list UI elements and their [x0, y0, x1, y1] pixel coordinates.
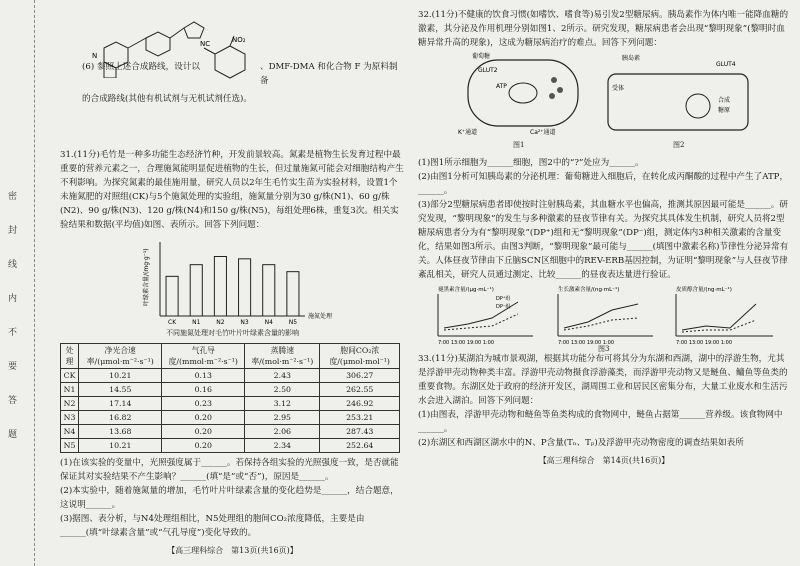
table-cell: 252.64 — [320, 439, 400, 453]
x-tick-label: N2 — [216, 319, 225, 326]
figures-1-2 — [418, 50, 790, 150]
fig2-label-glut4: GLUT4 — [716, 61, 736, 68]
svg-text:N: N — [92, 52, 98, 60]
table-header-cell: 处理 — [61, 344, 79, 369]
table-cell: N1 — [61, 383, 79, 397]
table-cell: CK — [61, 369, 79, 383]
fig3-chart-title: 生长激素含量/(ng·mL⁻¹) — [558, 287, 620, 293]
chlorophyll-bar-chart — [60, 234, 405, 330]
fig3-time-axis: 7:00 13:00 19:00 1:00 — [438, 340, 495, 346]
svg-text:NO₂: NO₂ — [232, 36, 246, 44]
table-cell: 10.21 — [79, 369, 162, 383]
left-page — [60, 8, 405, 566]
q31-sub3: (3)据图、表分析，与N4处理组相比，N5处理组的胞间CO₂浓度降低，主要是由______(填“叶绿素含量”或“气孔导度”)变化导致的。 — [60, 514, 365, 538]
q6-line1: (6) 参照上述合成路线，设计以 — [82, 62, 201, 72]
q6-line2: 的合成路线(其他有机试剂与无机试剂任选)。 — [82, 94, 252, 104]
table-cell: 2.34 — [245, 439, 320, 453]
q33-sub2: (2)东湖区和西湖区湖水中的N、P含量(Tₙ、Tₚ)及浮游甲壳动物密度的调查结果如表所 — [418, 438, 744, 448]
table-header-row — [61, 344, 400, 369]
table-cell: 10.21 — [79, 439, 162, 453]
table-row — [61, 425, 400, 439]
chart-caption: 不同施氮处理对毛竹叶片叶绿素含量的影响 — [166, 329, 299, 337]
fig2-label-insulin: 胰岛素 — [622, 55, 641, 62]
table-cell: 2.50 — [245, 383, 320, 397]
fig1-label-ca: Ca²⁺通道 — [530, 129, 556, 136]
table-cell: 246.92 — [320, 397, 400, 411]
table-cell: 3.12 — [245, 397, 320, 411]
x-tick-label: CK — [168, 319, 177, 326]
q32-sub3: (3)部分2型糖尿病患者即使按时注射胰岛素，其血糖水平也偏高，推测其原因最可能是______。研究发现，“黎明现象”的发生与多种激素的昼夜节律有关。为探究其具体发生机制，研究人员将2型糖尿病患者分为有“黎明现象”(DP⁺)组和无“黎明现象”(DP⁻)组，测定体内3种相关激素的含量变化，结果如图3所示。由图3判断，“黎明现象”最可能与______(填图中激素名称)节律性分泌异常有关。人体昼夜节律由下丘脑SCN区细胞中的REV-ERB基因控制，为证明“黎明现象”与人昼夜节律紊乱相关，研究人员通过测定、比较______的昼夜表达量进行验证。 — [418, 200, 789, 280]
fig2-label-receptor: 受体 — [612, 85, 625, 92]
q31-intro: 31.(11分)毛竹是一种多功能生态经济竹种，开发前景较高。氮素是植物生长发育过程中最重要的营养元素之一，合理施氮能明显促进植物的生长，但过量施氮可能会对细胞结构产生不利影响。为探究氮素的最佳施用量，研究人员以2年生毛竹实生苗为实验材料，设置1个未施氮肥的对照组(CK)与5个施氮处理的实验组，施氮量分别为30 g/株(N1)、60 g/株(N2)、90 g/株(N3)、120 g/株(N4)和150 g/株(N5)，每组处理6株，重复3次。相关实验结果和数据(平均值)如图、表所示。回答下列问题： — [60, 150, 404, 230]
table-cell: N4 — [61, 425, 79, 439]
q6-target-structure — [84, 8, 214, 78]
table-cell: N5 — [61, 439, 79, 453]
table-cell: 0.23 — [162, 397, 245, 411]
fig3-time-axis: 7:00 13:00 19:00 1:00 — [676, 340, 733, 346]
photosynthesis-table — [60, 343, 400, 453]
fig3-chart-3 — [676, 285, 773, 346]
table-cell: 16.82 — [79, 411, 162, 425]
q31-sub2: (2)本实验中，随着施氮量的增加，毛竹叶片叶绿素含量的变化趋势是______，结合题意，这说明______。 — [60, 486, 399, 510]
table-cell: 0.13 — [162, 369, 245, 383]
q32-intro: 32.(11分)不健康的饮食习惯(如嗜饮、嗜食等)易引发2型糖尿病。胰岛素作为体内唯一能降血糖的激素，其分泌及作用机理分别如图1、2所示。研究发现，糖尿病患者会出现“黎明现象”(黎明时血糖异常升高的现象)，这成为糖尿病治疗的难点。回答下列问题： — [418, 10, 789, 48]
q6-block — [60, 8, 405, 106]
x-tick-label: N5 — [288, 319, 298, 326]
table-cell: N3 — [61, 411, 79, 425]
q32-sub1: (1)图1所示细胞为______细胞，图2中的“?”处应为______。 — [418, 158, 644, 168]
x-tick-label: N4 — [264, 319, 273, 326]
fig3-time-axis: 7:00 13:00 19:00 1:00 — [558, 340, 615, 346]
table-cell: N2 — [61, 397, 79, 411]
fig2-label-synthesis: 合成 — [718, 97, 731, 104]
fig1-caption: 图1 — [513, 141, 525, 149]
x-tick-label: N3 — [240, 319, 249, 326]
table-cell: 0.20 — [162, 425, 245, 439]
table-cell: 17.14 — [79, 397, 162, 411]
chart-ylabel: 叶绿素含量/(mg·g⁻¹) — [143, 248, 150, 306]
table-body — [61, 369, 400, 453]
fig3-caption: 图3 — [598, 345, 610, 353]
q33-sub1: (1)由图表，浮游甲壳动物和鲢鱼等鱼类构成的食物网中，鲢鱼占据第______营养级。该食物网中______。 — [418, 410, 783, 434]
fig3-legend-dp-minus: DP⁻组 — [496, 304, 511, 310]
fig3-chart-1 — [438, 285, 533, 346]
table-row — [61, 397, 400, 411]
q31-sub1: (1)在该实验的变量中，光照强度属于______。若保持各组实验的光照强度一致，是否就能保证其对实验结果不产生影响？______(填“是”或“否”)，原因是______。 — [60, 458, 399, 482]
table-cell: 2.06 — [245, 425, 320, 439]
fig3-chart-2 — [558, 285, 653, 346]
table-cell: 0.20 — [162, 439, 245, 453]
binding-text: 密 封 线 内 不 要 答 题 — [8, 192, 18, 440]
bar-N2 — [214, 257, 226, 317]
left-footer: 【高三理科综合 第13页(共16页)】 — [167, 546, 298, 555]
fig3-chart-title: 褪黑素含量/(μg·mL⁻¹) — [438, 287, 494, 293]
fig1-label-glucose: 葡萄糖 — [472, 53, 491, 60]
fig1-label-atp: ATP — [496, 83, 507, 90]
figure-3 — [418, 284, 790, 352]
bar-N3 — [239, 259, 251, 316]
bar-CK — [166, 276, 178, 316]
table-cell: 287.43 — [320, 425, 400, 439]
chart-xlabel: 施氮处理 — [308, 313, 333, 320]
table-cell: 0.16 — [162, 383, 245, 397]
binding-margin — [0, 0, 35, 566]
table-row — [61, 411, 400, 425]
fig2-caption: 图2 — [673, 141, 685, 149]
x-tick-label: N1 — [192, 319, 201, 326]
figure-2-target-cell — [598, 50, 758, 140]
q33-intro: 33.(11分)某湖泊为城市景观湖，根据其功能分布可将其分为东湖和西湖，湖中的浮游生物，尤其是浮游甲壳动物种类丰富。浮游甲壳动物摄食浮游藻类，而浮游甲壳动物又是鲢鱼、鳙鱼等鱼类的重要食物。东湖区处于政府的经济开发区，湖周围工业和居民区密集分布，大量工业废水和生活污水会进入湖泊。回答下列问题： — [418, 354, 788, 406]
figure-1-islet-cell — [448, 50, 588, 140]
q6-line1b: 、DMF-DMA 和化合物 F 为原料制备 — [260, 62, 398, 86]
table-header-cell: 胞间CO₂浓度/(μmol·mol⁻¹) — [320, 344, 400, 369]
table-row — [61, 383, 400, 397]
fig3-legend-dp-plus: DP⁺组 — [496, 296, 511, 302]
right-footer: 【高三理科综合 第14页(共16页)】 — [538, 456, 670, 465]
table-cell: 262.55 — [320, 383, 400, 397]
table-cell: 306.27 — [320, 369, 400, 383]
fig3-chart-title: 皮质醇含量/(ng·mL⁻¹) — [676, 287, 732, 293]
table-cell: 13.68 — [79, 425, 162, 439]
table-cell: 2.43 — [245, 369, 320, 383]
bar-N1 — [190, 265, 202, 316]
figure-3-hormone-charts — [418, 284, 790, 346]
table-cell: 253.21 — [320, 411, 400, 425]
table-cell: 2.95 — [245, 411, 320, 425]
table-header-cell: 蒸腾速率/(mol·m⁻²·s⁻¹) — [245, 344, 320, 369]
table-cell: 0.20 — [162, 411, 245, 425]
table-header-cell: 净光合速率/(μmol·m⁻²·s⁻¹) — [79, 344, 162, 369]
table-row — [61, 439, 400, 453]
table-header-cell: 气孔导度/(mmol·m⁻²·s⁻¹) — [162, 344, 245, 369]
fig2-label-glycogen: 糖原 — [718, 107, 731, 114]
table-row — [61, 369, 400, 383]
bar-N4 — [263, 265, 275, 316]
bar-N5 — [287, 272, 299, 316]
q32-sub2: (2)由图1分析可知胰岛素的分泌机理：葡萄糖进入细胞后，在转化成丙酮酸的过程中产生了ATP，______。 — [418, 172, 789, 196]
svg-text:NC: NC — [200, 40, 211, 48]
fig1-label-k: K⁺通道 — [458, 129, 478, 136]
table-cell: 14.55 — [79, 383, 162, 397]
right-page — [418, 8, 790, 476]
fig1-label-glut2: GLUT2 — [478, 67, 498, 74]
